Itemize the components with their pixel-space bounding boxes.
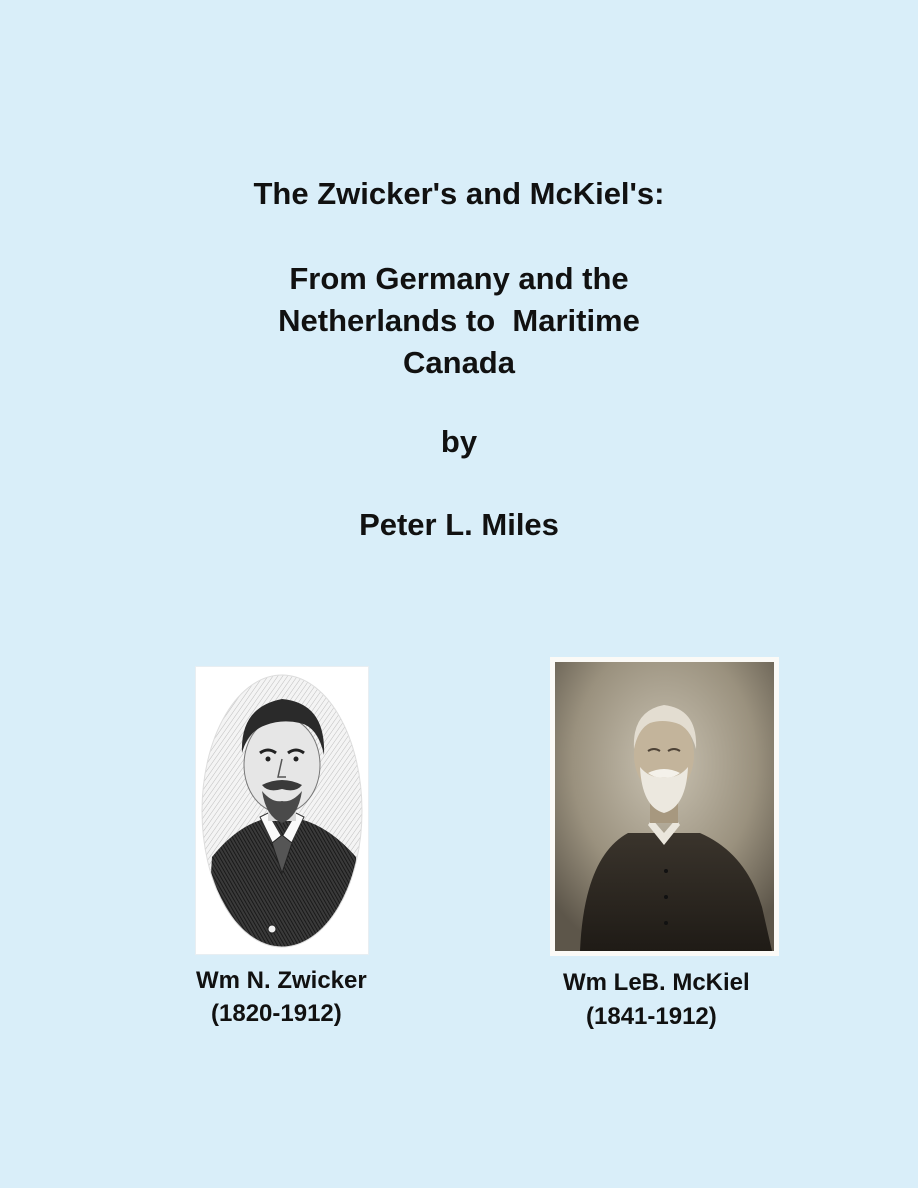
subtitle-line: Netherlands to Maritime [278,303,640,338]
portrait-caption-dates: (1841-1912) [586,1003,717,1030]
portrait-mckiel [550,657,779,956]
portrait-caption-name: Wm LeB. McKiel [563,969,750,996]
book-subtitle [0,258,918,384]
portrait-caption-name: Wm N. Zwicker [196,967,367,994]
portrait-caption-dates: (1820-1912) [211,1000,342,1027]
by-line: by [440,424,478,459]
subtitle-line: Canada [403,345,515,380]
portrait-zwicker [196,667,368,954]
author-name: Peter L. Miles [359,507,559,542]
book-title: The Zwicker's and McKiel's: [253,176,665,211]
subtitle-line: From Germany and the [289,261,629,296]
